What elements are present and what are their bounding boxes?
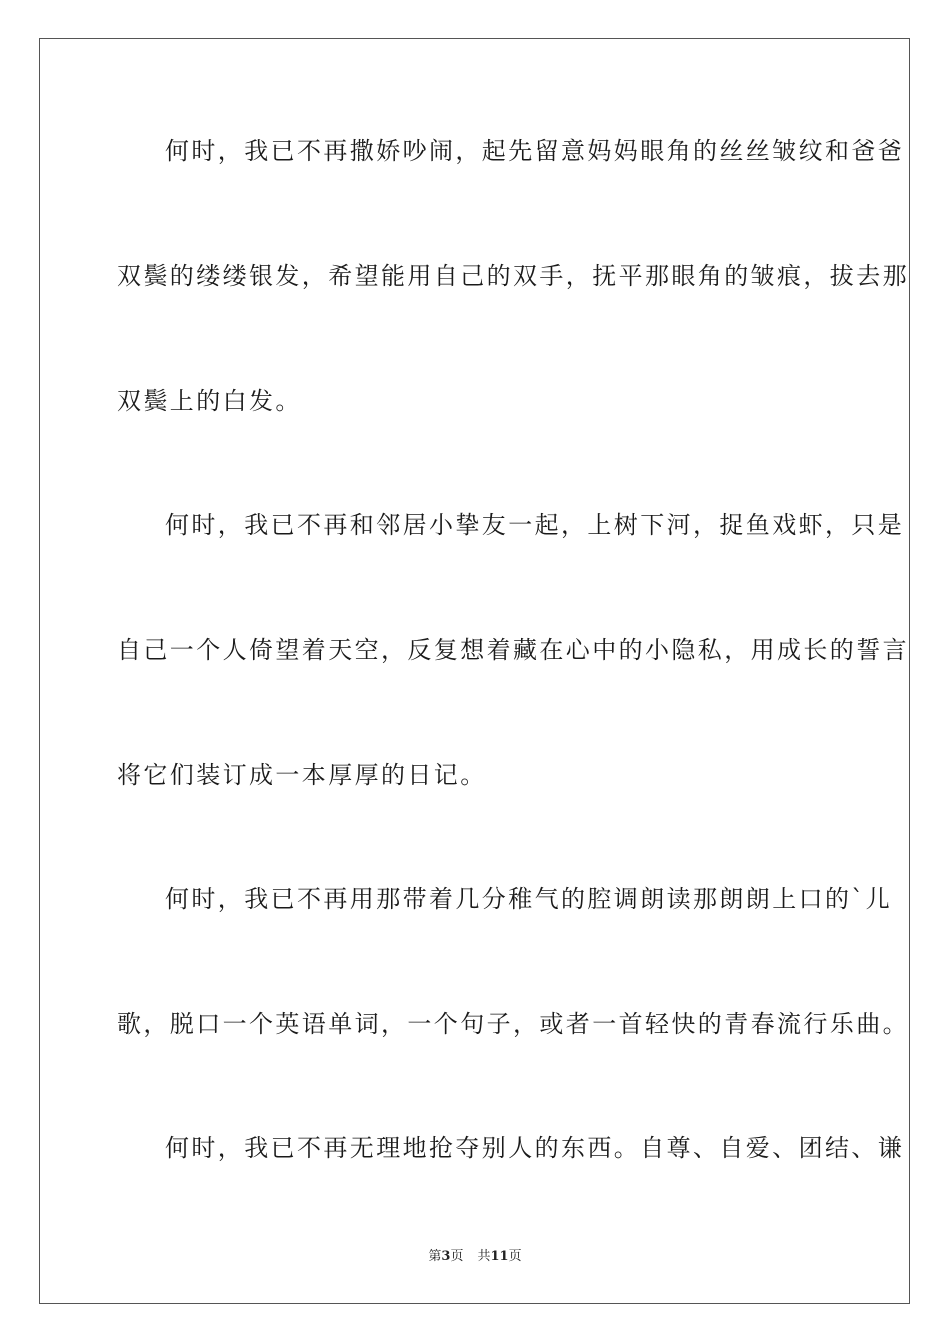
paragraph-2-line-1: 何时，我已不再和邻居小挚友一起，上树下河，捉鱼戏虾，只是 <box>165 511 905 539</box>
total-prefix: 共 <box>477 1249 491 1264</box>
paragraph-3-line-1: 何时，我已不再用那带着几分稚气的腔调朗读那朗朗上口的`儿 <box>165 885 893 913</box>
page-border <box>39 38 910 1304</box>
page-prefix: 第 <box>428 1249 442 1264</box>
paragraph-4-line-1: 何时，我已不再无理地抢夺别人的东西。自尊、自爱、团结、谦 <box>165 1134 905 1162</box>
total-pages: 11 <box>490 1249 509 1264</box>
paragraph-2-line-2: 自己一个人倚望着天空，反复想着藏在心中的小隐私，用成长的誓言 <box>117 636 909 664</box>
paragraph-1-line-3: 双鬓上的白发。 <box>117 387 302 415</box>
page-suffix: 页 <box>450 1249 464 1264</box>
paragraph-3-line-2: 歌，脱口一个英语单词，一个句子，或者一首轻快的青春流行乐曲。 <box>117 1010 909 1038</box>
total-suffix: 页 <box>508 1249 522 1264</box>
page-number: 3 <box>441 1249 451 1264</box>
paragraph-2-line-3: 将它们装订成一本厚厚的日记。 <box>117 761 487 789</box>
page-footer <box>0 1248 950 1266</box>
paragraph-1-line-1: 何时，我已不再撒娇吵闹，起先留意妈妈眼角的丝丝皱纹和爸爸 <box>165 137 905 165</box>
paragraph-1-line-2: 双鬓的缕缕银发，希望能用自己的双手，抚平那眼角的皱痕，拔去那 <box>117 262 909 290</box>
